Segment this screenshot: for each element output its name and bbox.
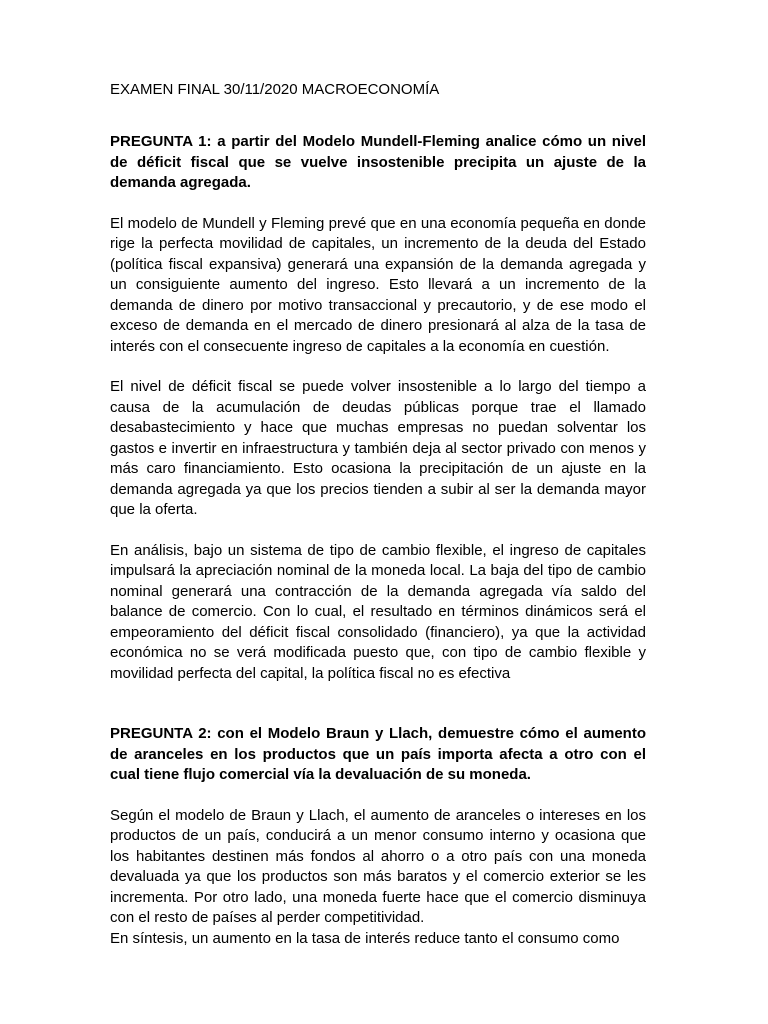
document-title: EXAMEN FINAL 30/11/2020 MACROECONOMÍA — [110, 81, 440, 98]
question-1-paragraph-1: El modelo de Mundell y Fleming prevé que en una economía pequeña en donde rige la perfecta movilidad de capitales, un incremento de la deuda del Estado (política fiscal expansiva) generará una expansión de la demanda agregada y un consiguiente aumento del ingreso. Esto llevará a un incremento de la demanda de dinero por motivo transaccional y precautorio, y de ese modo el exceso de demanda en el mercado de dinero presionará al alza de la tasa de interés con el consecuente ingreso de capitales a la economía en cuestión. — [110, 214, 646, 355]
question-2-paragraph-2: En síntesis, un aumento en la tasa de interés reduce tanto el consumo como — [110, 929, 620, 947]
section-spacer — [110, 704, 646, 724]
question-1-prompt: PREGUNTA 1: a partir del Modelo Mundell-Fleming analice cómo un nivel de déficit fiscal que se vuelve insostenible precipita un ajuste de la demanda agregada. — [110, 133, 646, 191]
document-page — [110, 80, 646, 949]
question-1-paragraph-2: El nivel de déficit fiscal se puede volver insostenible a lo largo del tiempo a causa de la acumulación de deudas públicas porque trae el llamado desabastecimiento y hace que muchas empresas no puedan solventar los gastos e invertir en infraestructura y también deja al sector privado con menos y más caro financiamiento. Esto ocasiona la precipitación de un ajuste en la demanda agregada ya que los precios tienden a subir al ser la demanda mayor que la oferta. — [110, 378, 646, 518]
question-2-paragraph-1: Según el modelo de Braun y Llach, el aumento de aranceles o intereses en los productos de un país, conducirá a un menor consumo interno y ocasiona que los habitantes destinen más fondos al ahorro o a otro país con una moneda devaluada ya que los productos son más baratos y el comercio exterior se les incrementa. Por otro lado, una moneda fuerte hace que el comercio disminuya con el resto de países al perder competitividad. — [110, 806, 646, 926]
question-2-prompt: PREGUNTA 2: con el Modelo Braun y Llach, demuestre cómo el aumento de aranceles en los productos que un país importa afecta a otro con el cual tiene flujo comercial vía la devaluación de su moneda. — [110, 725, 646, 783]
question-1-paragraph-3: En análisis, bajo un sistema de tipo de cambio flexible, el ingreso de capitales impulsará la apreciación nominal de la moneda local. La baja del tipo de cambio nominal generará una contracción de la demanda agregada vía saldo del balance de comercio. Con lo cual, el resultado en términos dinámicos será el empeoramiento del déficit fiscal consolidado (financiero), ya que la actividad económica no se verá modificada puesto que, con tipo de cambio flexible y movilidad perfecta del capital, la política fiscal no es efectiva — [110, 541, 646, 682]
